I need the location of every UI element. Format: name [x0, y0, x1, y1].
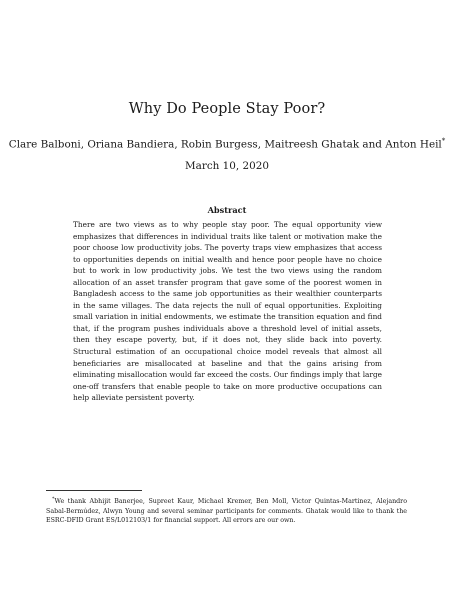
paper-title: Why Do People Stay Poor? [128, 101, 326, 117]
abstract-text: There are two views as to why people stay poor. The equal opportunity view emphasizes that differences in individual traits like talent or motivation make the poor choose low productivity jobs. The poverty traps view emphasizes that access to opportunities depends on initial wealth and hence poor people have no choice but to work in low productivity jobs. We test the two views using the random allocation of an asset transfer program that gave some of the poorest women in Bangladesh access to the same job opportunities as their wealthier counterparts in the same villages. The data rejects the null of equal opportunities. Exploiting small variation in initial endowments, we estimate the transition equation and find that, if the program pushes individuals above a threshold level of initial assets, then they escape poverty, but, if it does not, they slide back into poverty. Structural estimation of an occupational choice model reveals that almost all beneficiaries are misallocated at baseline and that the gains arising from eliminating misallocation would far exceed the costs. Our findings imply that large one-off transfers that enable people to take on more productive occupations can help alleviate persistent poverty. [73, 220, 382, 403]
footnote-text: We thank Abhijit Banerjee, Supreet Kaur, Michael Kremer, Ben Moll, Victor Quintas-Martinez, Alejandro Sabal-Bermúdez, Alwyn Young and several seminar participants for comments. Ghatak would like to thank the ESRC-DFID Grant ES/L012103/1 for financial support. All errors are our own. [46, 498, 407, 524]
paper-authors [0, 137, 454, 150]
abstract-heading: Abstract [207, 205, 247, 215]
footnote-mark: * [52, 496, 55, 502]
paper-date: March 10, 2020 [185, 160, 269, 172]
author-list: Clare Balboni, Oriana Bandiera, Robin Burgess, Maitreesh Ghatak and Anton Heil [8, 138, 442, 151]
footnote-divider [46, 490, 142, 491]
footnote [46, 495, 407, 525]
author-footnote-mark: * [441, 137, 446, 145]
